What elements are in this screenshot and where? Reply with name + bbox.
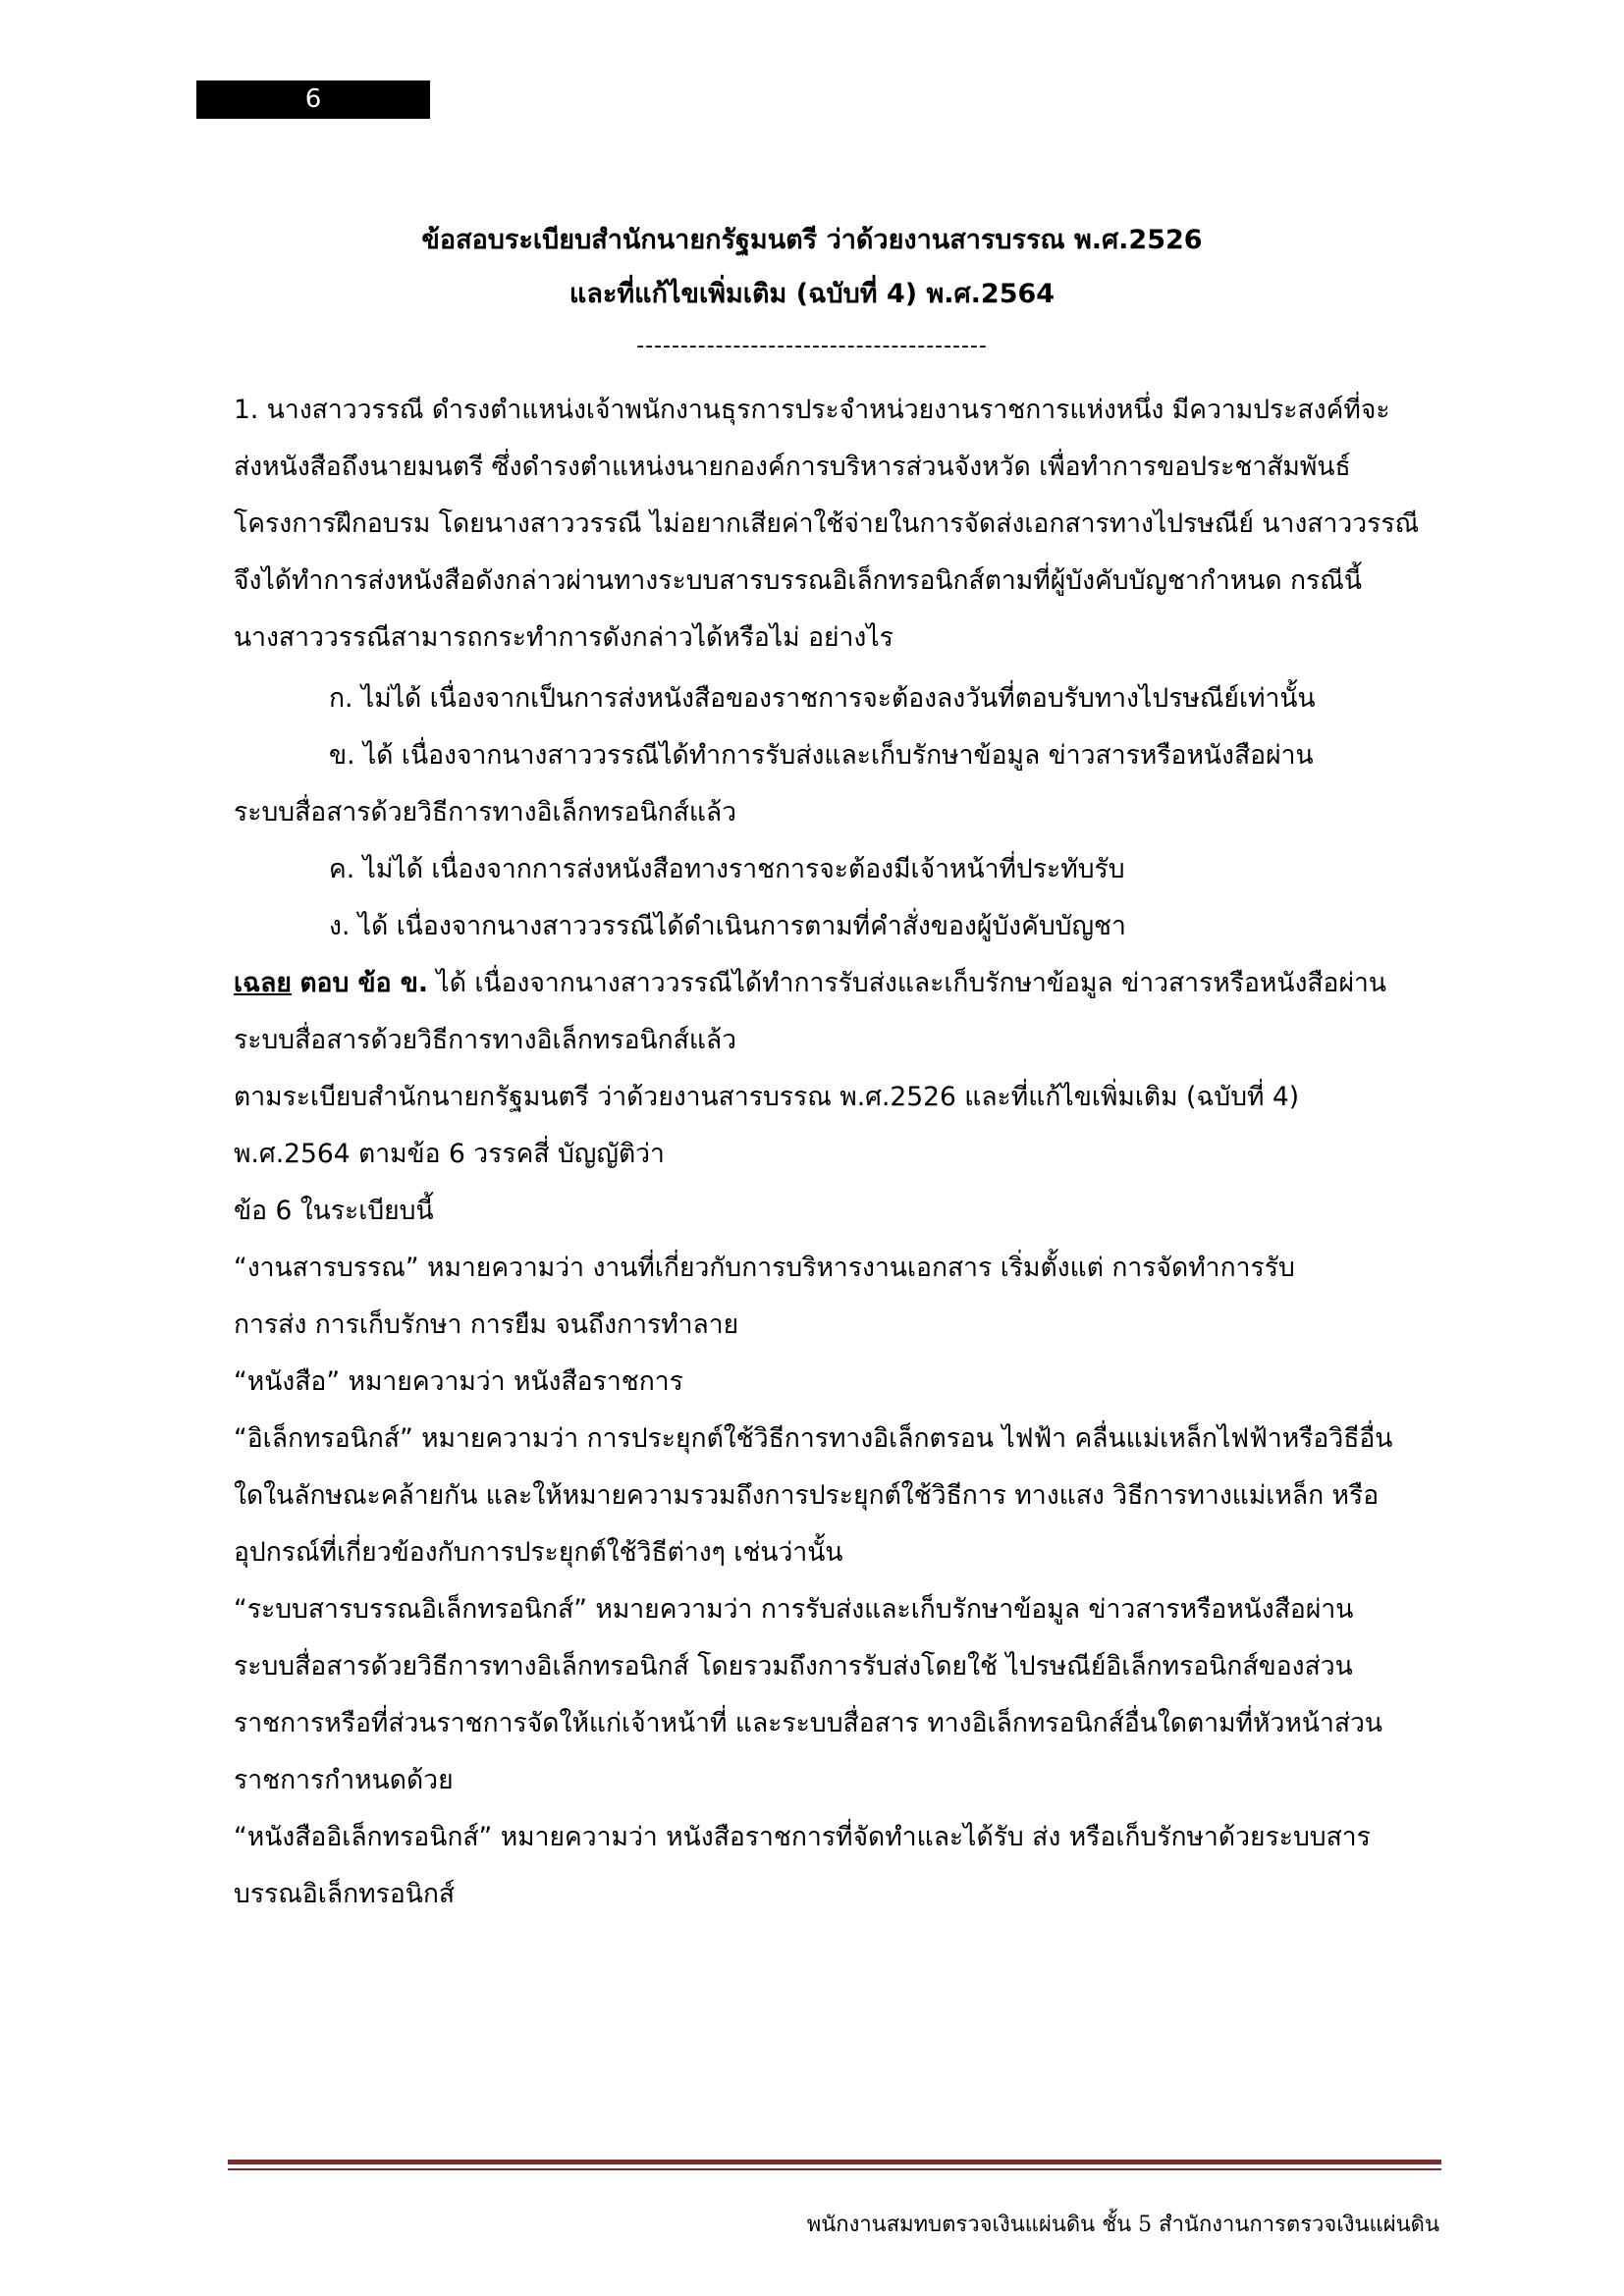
definition-line: อุปกรณ์ที่เกี่ยวข้องกับการประยุกต์ใช้วิธีต่างๆ เช่นว่านั้น	[234, 1537, 843, 1568]
answer-text: ได้ เนื่องจากนางสาววรรณีได้ทำการรับส่งและเก็บรักษาข้อมูล ข่าวสารหรือหนังสือผ่าน	[427, 968, 1386, 998]
definition-line: “ระบบสารบรรณอิเล็กทรอนิกส์” หมายความว่า การรับส่งและเก็บรักษาข้อมูล ข่าวสารหรือหนังสือผ่าน	[234, 1594, 1354, 1625]
definition-line: ใดในลักษณะคล้ายกัน และให้หมายความรวมถึงการประยุกต์ใช้วิธีการ ทางแสง วิธีการทางแม่เหล็ก หรือ	[234, 1480, 1380, 1511]
definition-line: “อิเล็กทรอนิกส์” หมายความว่า การประยุกต์ใช้วิธีการทางอิเล็กตรอน ไฟฟ้า คลื่นแม่เหล็กไฟฟ้าหรือวิธีอื่น	[234, 1423, 1393, 1454]
footer-rule	[228, 2160, 1441, 2164]
page-number: 6	[196, 80, 430, 119]
choice-a: ก. ไม่ได้ เนื่องจากเป็นการส่งหนังสือของราชการจะต้องลงวันที่ตอบรับทางไปรษณีย์เท่านั้น	[329, 683, 1316, 714]
definition-line: “งานสารบรรณ” หมายความว่า งานที่เกี่ยวกับการบริหารงานเอกสาร เริ่มตั้งแต่ การจัดทำการรับ	[234, 1253, 1295, 1283]
footer-text: พนักงานสมทบตรวจเงินแผ่นดิน ชั้น 5 สำนักงานการตรวจเงินแผ่นดิน	[806, 2213, 1439, 2237]
choice-b: ข. ได้ เนื่องจากนางสาววรรณีได้ทำการรับส่งและเก็บรักษาข้อมูล ข่าวสารหรือหนังสือผ่าน	[329, 740, 1314, 771]
answer-key-label: เฉลย	[234, 968, 292, 998]
question-line: นางสาววรรณีสามารถกระทำการดังกล่าวได้หรือไม่ อย่างไร	[234, 622, 893, 653]
answer-line: พ.ศ.2564 ตามข้อ 6 วรรคสี่ บัญญัติว่า	[234, 1139, 665, 1169]
definition-line: “หนังสืออิเล็กทรอนิกส์” หมายความว่า หนังสือราชการที่จัดทำและได้รับ ส่ง หรือเก็บรักษาด้วยระบบสาร	[234, 1822, 1371, 1852]
definition-line: ราชการกำหนดด้วย	[234, 1765, 454, 1795]
document-title-line-1: ข้อสอบระเบียบสำนักนายกรัฐมนตรี ว่าด้วยงานสารบรรณ พ.ศ.2526	[421, 225, 1203, 255]
answer-line: ระบบสื่อสารด้วยวิธีการทางอิเล็กทรอนิกส์แล้ว	[234, 1025, 737, 1055]
document-title-line-2: และที่แก้ไขเพิ่มเติม (ฉบับที่ 4) พ.ศ.2564	[568, 279, 1056, 309]
definition-line: ราชการหรือที่ส่วนราชการจัดให้แก่เจ้าหน้าที่ และระบบสื่อสาร ทางอิเล็กทรอนิกส์อื่นใดตามที่หัวหน้าส่วน	[234, 1708, 1383, 1738]
definition-line: “หนังสือ” หมายความว่า หนังสือราชการ	[234, 1366, 683, 1397]
title-separator: ----------------------------------------	[636, 334, 988, 358]
question-line: จึงได้ทำการส่งหนังสือดังกล่าวผ่านทางระบบสารบรรณอิเล็กทรอนิกส์ตามที่ผู้บังคับบัญชากำหนด กรณีนี้	[234, 565, 1362, 596]
choice-c: ค. ไม่ได้ เนื่องจากการส่งหนังสือทางราชการจะต้องมีเจ้าหน้าที่ประทับรับ	[329, 854, 1125, 884]
definition-line: ระบบสื่อสารด้วยวิธีการทางอิเล็กทรอนิกส์ โดยรวมถึงการรับส่งโดยใช้ ไปรษณีย์อิเล็กทรอนิกส์ของส่วน	[234, 1651, 1353, 1682]
answer-choice-label: ตอบ ข้อ ข.	[299, 968, 428, 998]
answer-line	[234, 964, 1386, 1003]
footer-rule-thin	[228, 2168, 1441, 2170]
question-line: 1. นางสาววรรณี ดำรงตำแหน่งเจ้าพนักงานธุรการประจำหน่วยงานราชการแห่งหนึ่ง มีความประสงค์ที่จะ	[234, 395, 1390, 425]
definition-line: บรรณอิเล็กทรอนิกส์	[234, 1879, 456, 1909]
question-line: โครงการฝึกอบรม โดยนางสาววรรณี ไม่อยากเสียค่าใช้จ่ายในการจัดส่งเอกสารทางไปรษณีย์ นางสาววรรณี	[234, 508, 1420, 539]
question-line: ส่งหนังสือถึงนายมนตรี ซึ่งดำรงตำแหน่งนายกองค์การบริหารส่วนจังหวัด เพื่อทำการขอประชาสัมพันธ์	[234, 452, 1351, 482]
answer-line: ตามระเบียบสำนักนายกรัฐมนตรี ว่าด้วยงานสารบรรณ พ.ศ.2526 และที่แก้ไขเพิ่มเติม (ฉบับที่ 4)	[234, 1082, 1300, 1112]
choice-b-continued: ระบบสื่อสารด้วยวิธีการทางอิเล็กทรอนิกส์แล้ว	[234, 797, 737, 828]
choice-d: ง. ได้ เนื่องจากนางสาววรรณีได้ดำเนินการตามที่คำสั่งของผู้บังคับบัญชา	[329, 911, 1126, 941]
definitions-heading: ข้อ 6 ในระเบียบนี้	[234, 1196, 434, 1226]
definition-line: การส่ง การเก็บรักษา การยืม จนถึงการทำลาย	[234, 1309, 739, 1340]
